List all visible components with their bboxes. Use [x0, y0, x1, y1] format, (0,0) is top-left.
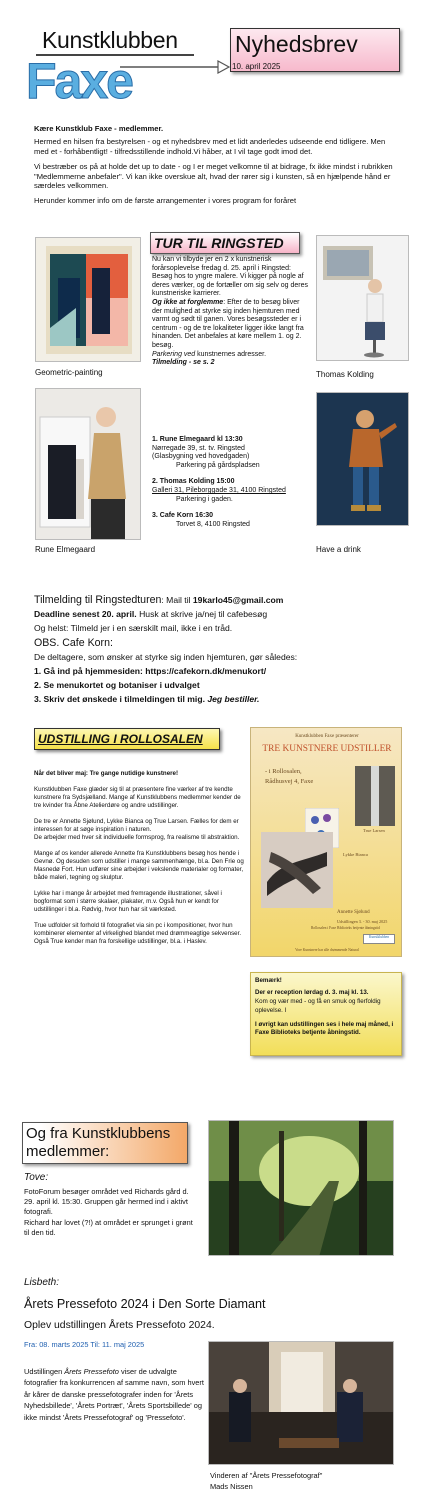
bem-come: Kom og vær med - og få en smuk og flerfoldig oplevelse. I [255, 998, 381, 1014]
forest-photo [208, 1120, 394, 1256]
pressefoto-subheading: Oplev udstillingen Årets Pressefoto 2024. [24, 1320, 215, 1331]
intro-paragraph-3: Herunder kommer info om de første arrangementer i vores program for foråret [34, 196, 297, 206]
poster-presents: Kunstklubben Faxe præsenterer [295, 734, 359, 739]
pressefoto-text [24, 1366, 204, 1423]
stop2-address-link[interactable]: Galleri 31, Pileborggade 31, 4100 Ringsted [152, 486, 286, 494]
bemaerk-box [250, 972, 402, 1056]
tur-p2: Besøg hos to yngre malere. Vi kigger på nogle af deres værker, og de fortæller om sig selv og deres kunstneriske karrierer. [152, 273, 309, 298]
cafe-step-1[interactable]: 1. Gå ind på hjemmesiden: https://cafekorn.dk/menukort/ [34, 666, 267, 677]
pressefoto-winner-image [208, 1341, 394, 1465]
stop3-title: 3. Cafe Korn 16:30 [152, 512, 214, 520]
lisbeth-name: Lisbeth: [24, 1277, 60, 1288]
tur-p1: Nu kan vi tilbyde jer en 2 x kunstnerisk forårsoplevelse fredag d. 25. april i Ringsted: [152, 256, 291, 272]
winner-line-1: Vinderen af "Årets Pressefotograf" [210, 1471, 323, 1480]
poster-name1: True Larsen [363, 828, 385, 833]
tur-description [152, 256, 310, 368]
udst-p5: True udfolder sit forhold til fotografiet via sin pc i kompositioner, hvor hun kombinerer elementer af virkelighed blandet med drømmeagtige sekvenser. Også True kender man fra forskellige udstillinger, bl.a. i Haslev. [34, 922, 242, 945]
tilm-heading: Tilmelding til Ringstedturen [34, 594, 162, 606]
tur-title: TUR TIL RINGSTED [154, 235, 284, 251]
members-title-box [22, 1122, 188, 1164]
tilm-line-1 [34, 593, 404, 607]
bem-open: I øvrigt kan udstillingen ses i hele maj måned, i Faxe Biblioteks betjente åbningstid. [255, 1020, 394, 1037]
stop1-note: (Glasbygning ved hovedgaden) [152, 453, 250, 461]
tur-p4-lead: Parkering ved [152, 350, 196, 358]
logo-text-top: Kunstklubben [42, 27, 178, 53]
newsletter-title: Nyhedsbrev [235, 31, 358, 57]
stop2-title: 2. Thomas Kolding 15:00 [152, 478, 235, 486]
stop1-title: 1. Rune Elmegaard kl 13:30 [152, 436, 243, 443]
tilm-line-3: Og helst: Tilmeld jer i en særskilt mail, ikke i en tråd. [34, 623, 233, 634]
cafe-step-3-em: Jeg bestiller. [207, 694, 260, 705]
pressefoto-heading: Årets Pressefoto 2024 i Den Sorte Diamant [24, 1297, 266, 1311]
thomas-kolding-photo [316, 235, 409, 361]
caption-geometric: Geometric-painting [35, 368, 103, 377]
tur-title-box [150, 232, 300, 254]
cafe-step-2: 2. Se menukortet og botaniser i udvalget [34, 680, 200, 691]
lis-text-b: Årets Pressefoto [64, 1367, 119, 1376]
tilm-line-5: De deltagere, som ønsker at styrke sig inden hjemturen, gør således: [34, 651, 298, 662]
obs-cafe-korn: OBS. Cafe Korn: [34, 636, 113, 649]
cafe-step-3 [34, 692, 404, 706]
members-title: Og fra Kunstklubbens medlemmer: [26, 1125, 171, 1160]
intro-section [34, 124, 394, 212]
geometric-painting-image [35, 237, 141, 362]
cafe-step-3-text: 3. Skriv det ønskede i tilmeldingen til mig. [34, 694, 208, 705]
pressefoto-dates: Fra: 08. marts 2025 Til: 11. maj 2025 [24, 1340, 145, 1349]
tilmelding-section [34, 593, 404, 707]
waterfall-artwork [355, 766, 395, 826]
tur-p3 [152, 299, 310, 351]
lis-text-c: viser de udvalgte fotografier fra konkurrencen af samme navn, som hvert år kårer de danske pressefotografer inden for 'Årets Nyhedsbillede', 'Årets Portræt', 'Årets Sportsbillede' og ikke mindst 'Årets Pressefotograf' og 'Pressefoto'. [24, 1367, 204, 1422]
exhibition-poster [250, 727, 402, 957]
udst-p4: Lykke har i mange år arbejdet med fremragende illustrationer, såvel i bogformat som i større skalaer, plakater, m.v. Også hun er kendt for udstillinger i bl.a. Rødvig, hvor hun har sit værksted. [34, 890, 222, 913]
tur-p5: Tilmelding - se s. 2 [152, 359, 215, 367]
stop1-address: Nørregade 39, st. tv. Ringsted [152, 444, 245, 452]
tilm-mail-prefix: : Mail til [161, 595, 193, 605]
poster-loc1: - i Rollosalen, [265, 768, 302, 775]
caption-thomas: Thomas Kolding [316, 370, 374, 379]
udst-p3: Mange af os kender allerede Annette fra Kunstklubbens besøg hos hende i Gevnø. Og desuden som udstiller i mange sammenhænge, bl.a. Den Frie og Masnedø Fort. Hun udfører sine arbejder i vekslende materialer og formater, både maleri, tegning og skulptur. [34, 850, 244, 881]
caption-rune: Rune Elmegaard [35, 545, 96, 554]
poster-name3: Annette Sjølund [337, 910, 370, 915]
poster-dates: Udstillingen 3. - 30. maj 2025 [337, 919, 388, 924]
intro-paragraph-1: Hermed en hilsen fra bestyrelsen - og et nyhedsbrev med et lidt anderledes udseende end tidligere. Men med et - forhåbentligt! - tilfredsstillende indhold.Vi håber, at I vil tage godt imod det. [34, 137, 386, 156]
tur-p4 [152, 351, 310, 360]
tove-p2: Richard har lovet (?!) at området er sprunget i grønt til den tid. [24, 1218, 193, 1238]
poster-logo-text: Kunstklubben [368, 935, 390, 939]
poster-title: TRE KUNSTNERE UDSTILLER [262, 744, 392, 754]
tove-p1: FotoForum besøger området ved Richards gård d. 29. april kl. 15:30. Gruppen går hermed ind i aktivt fotografi. [24, 1187, 189, 1216]
poster-loc2: Rådhusvej 4, Faxe [265, 778, 314, 785]
arrow-right-icon [120, 60, 230, 74]
bem-title: Bemærk! [255, 977, 282, 984]
winner-line-2: Mads Nissen [210, 1482, 253, 1491]
newsletter-date: 10. april 2025 [232, 62, 281, 71]
rune-elmegaard-photo [35, 388, 141, 540]
tur-p3-body: : Efter de to besøg bliver der mulighed at styrke sig inden hjemturen med varmt og sødt til ganen. Vores besøgssteder er i centrum - og de tre lokaliteter ligger ikke langt fra hinanden. Det anbefales at køre mellem 1. og 2. besøg. [152, 298, 304, 349]
poster-footer: Vore Kunstnere har alle drømmende Natural [295, 948, 359, 952]
udstilling-title-box [34, 728, 220, 750]
tilm-email-link[interactable]: 19karlo45@gmail.com [192, 595, 284, 605]
lis-text-a: Udstillingen [24, 1367, 65, 1376]
poster-place: Rollosalen i Faxe Biblioteks betjente åbningstid [311, 926, 380, 930]
have-a-drink-painting [316, 392, 409, 526]
poster-name2: Lykke Bianca [343, 852, 368, 857]
poster-logo [363, 934, 395, 944]
tur-p4-body: kunstnernes adresser. [195, 350, 267, 358]
tur-p3-lead: Og ikke at forglemme [152, 298, 224, 306]
caption-drink: Have a drink [316, 545, 361, 554]
winner-caption [210, 1470, 322, 1492]
stop2-parking: Parkering i gaden. [176, 495, 233, 503]
tilm-line-2 [34, 607, 404, 621]
udst-p2: De tre er Annette Sjølund, Lykke Bianca og True Larsen. Fælles for dem er interessen for at søge inspiration i naturen. De arbejder med hver sit individuelle formsprog, fra realisme til abstraktion. [34, 818, 240, 841]
intro-paragraph-2: Vi bestræber os på at holde det up to date - og I er meget velkomne til at bidrage, fx ikke mindst i rubrikken "Medlemmerne anbefaler". Vi kan ikke overskue alt, hvad der rører sig i kunsten, så en hjælpende hånd er særdeles velkommen. [34, 162, 393, 191]
udstilling-title: UDSTILLING I ROLLOSALEN [38, 732, 203, 746]
udstilling-text [34, 770, 244, 954]
tove-name: Tove: [24, 1172, 49, 1183]
stop3-address: Torvet 8, 4100 Ringsted [176, 520, 250, 528]
tur-stops [152, 436, 322, 529]
greeting: Kære Kunstklub Faxe - medlemmer. [34, 124, 164, 133]
tove-text [24, 1187, 199, 1240]
udst-lead: Når det bliver maj: Tre gange nutidige kunstnere! [34, 770, 179, 777]
stop1-parking: Parkering på gårdspladsen [176, 461, 260, 469]
deadline-note: Husk at skrive ja/nej til cafebesøg [136, 609, 268, 620]
deadline: Deadline senest 20. april. [34, 609, 137, 620]
bem-reception: Der er reception lørdag d. 3. maj kl. 13. [255, 989, 369, 997]
udst-p1: Kunstklubben Faxe glæder sig til at præsentere fine værker af tre kendte kunstnere fra Sydsjælland. Mange af Kunstklubbens medlemmer kender de tre kvinder fra Åbne Atelierdøre og andre udstillinger. [34, 786, 241, 809]
hands-artwork [261, 832, 333, 908]
logo-text-bottom: Faxe [26, 53, 132, 109]
